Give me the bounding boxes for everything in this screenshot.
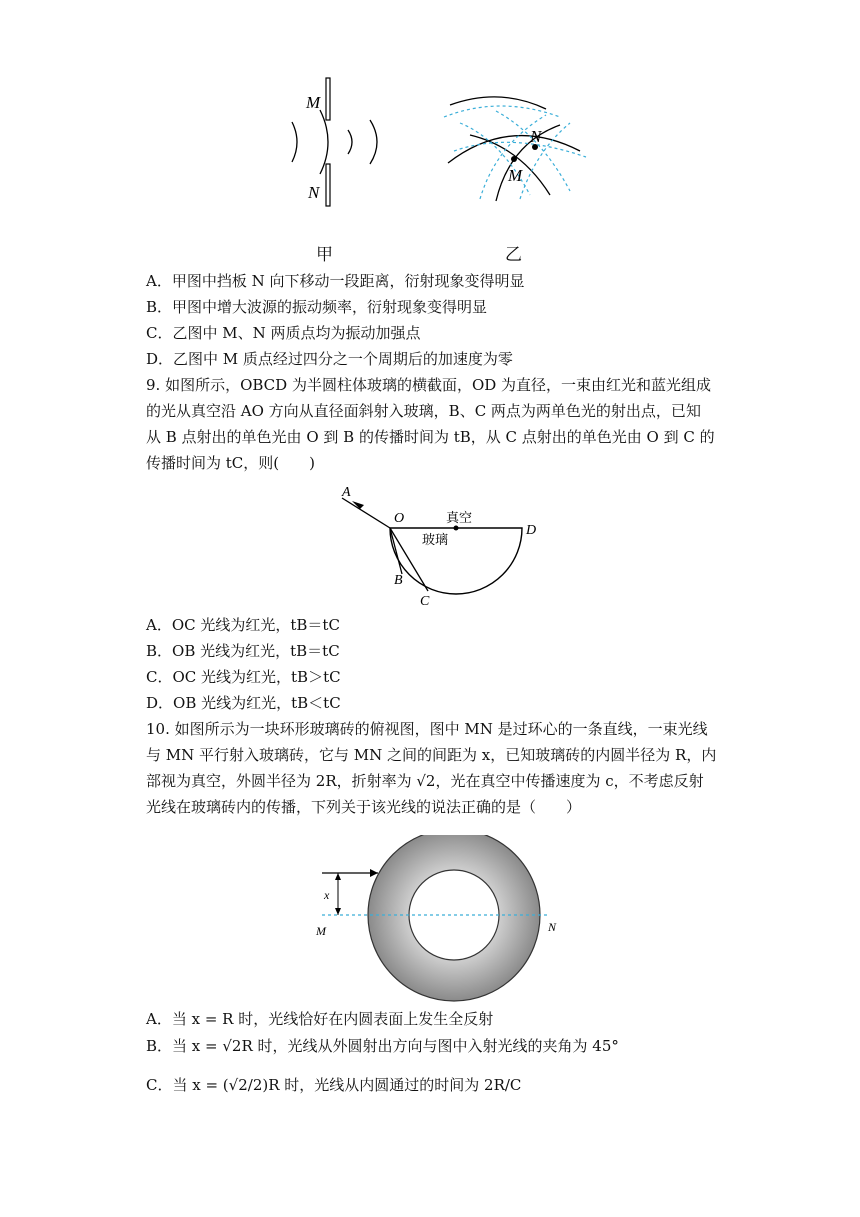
wavefront-1 xyxy=(292,122,297,162)
solid-wave-1 xyxy=(450,97,546,109)
q9-option-a: A．OC 光线为红光，tB＝tC xyxy=(146,616,340,634)
figure-q9-semicircle xyxy=(330,482,550,610)
label-N-left: N xyxy=(308,183,320,202)
q10-option-c: C．当 x = (√2/2)R 时，光线从内圆通过的时间为 2R/C xyxy=(146,1076,522,1094)
figure-jia xyxy=(280,70,390,210)
label-vacuum: 真空 xyxy=(446,510,473,525)
label-A: A xyxy=(342,485,351,500)
center-dot xyxy=(454,526,459,531)
q9-stem-line-1: 9. 如图所示，OBCD 为半圆柱体玻璃的横截面，OD 为直径，一束由红光和蓝光组成 xyxy=(146,376,712,394)
q8-option-c: C．乙图中 M、N 两质点均为振动加强点 xyxy=(146,324,421,342)
barrier-N xyxy=(326,164,330,206)
label-N-right: N xyxy=(530,127,542,146)
q9-option-c: C．OC 光线为红光，tB＞tC xyxy=(146,668,341,686)
caption-yi: 乙 xyxy=(505,245,522,265)
q10-option-a: A．当 x = R 时，光线恰好在内圆表面上发生全反射 xyxy=(146,1010,494,1028)
label-O: O xyxy=(394,511,405,526)
q8-option-b: B．甲图中增大波源的振动频率，衍射现象变得明显 xyxy=(146,298,488,316)
point-M xyxy=(511,156,517,162)
label-glass: 玻璃 xyxy=(422,532,449,547)
q10-stem-line-2: 与 MN 平行射入玻璃砖，它与 MN 之间的间距为 x，已知玻璃砖的内圆半径为 R，内 xyxy=(146,746,717,764)
incident-ray-AO xyxy=(342,498,390,528)
wavefront-3 xyxy=(348,130,352,154)
q10-stem-line-4: 光线在玻璃砖内的传播，下列关于该光线的说法正确的是（ ） xyxy=(146,798,582,816)
q9-option-d: D．OB 光线为红光，tB＜tC xyxy=(146,694,341,712)
label-M-left: M xyxy=(306,93,321,112)
label-N: N xyxy=(548,920,557,934)
q10-option-b: B．当 x = √2R 时，光线从外圆射出方向与图中入射光线的夹角为 45° xyxy=(146,1037,619,1055)
label-x: x xyxy=(324,888,330,902)
q10-stem-line-3: 部视为真空，外圆半径为 2R，折射率为 √2，光在真空中传播速度为 c，不考虑反射 xyxy=(146,772,704,790)
label-M-right: M xyxy=(508,166,523,185)
figure-yi xyxy=(440,95,600,210)
label-B: B xyxy=(394,573,403,588)
ray-OB xyxy=(390,528,402,574)
q8-option-d: D．乙图中 M 质点经过四分之一个周期后的加速度为零 xyxy=(146,350,513,368)
label-C: C xyxy=(420,594,430,609)
q9-stem-line-3: 从 B 点射出的单色光由 O 到 B 的传播时间为 tB，从 C 点射出的单色光由 O 到 C 的 xyxy=(146,428,715,446)
x-dim-arrow-top xyxy=(335,873,341,880)
q9-option-b: B．OB 光线为红光，tB＝tC xyxy=(146,642,340,660)
q8-option-a: A．甲图中挡板 N 向下移动一段距离，衍射现象变得明显 xyxy=(146,272,525,290)
label-D: D xyxy=(526,523,537,538)
q9-stem-line-4: 传播时间为 tC，则( ) xyxy=(146,454,315,472)
figure-q10-ring xyxy=(300,835,580,1005)
caption-jia: 甲 xyxy=(316,245,333,265)
label-M: M xyxy=(316,924,326,938)
barrier-M xyxy=(326,78,330,120)
q9-stem-line-2: 的光从真空沿 AO 方向从直径面斜射入玻璃，B、C 两点为两单色光的射出点，已知 xyxy=(146,402,701,420)
wavefront-4 xyxy=(370,120,377,164)
q10-stem-line-1: 10. 如图所示为一块环形玻璃砖的俯视图，图中 MN 是过环心的一条直线，一束光线 xyxy=(146,720,708,738)
x-dim-arrow-bottom xyxy=(335,908,341,915)
